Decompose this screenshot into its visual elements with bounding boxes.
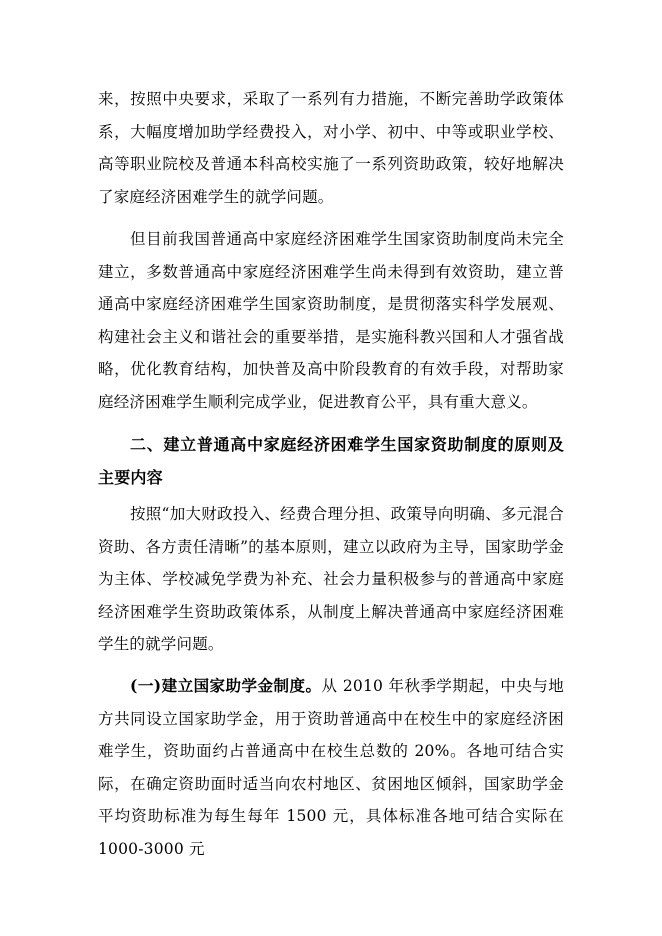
paragraph-principles: 按照“加大财政投入、经费合理分担、政策导向明确、多元混合资助、各方责任清晰”的基本原则，建立以政府为主导，国家助学金为主体、学校减免学费为补充、社会力量积极参与的普通高中家庭经济困难学生资助政策体系，从制度上解决普通高中家庭经济困难学生的就学问题。 xyxy=(98,505,564,654)
paragraph-national-grant xyxy=(98,670,564,866)
paragraph-national-grant-body: 从 2010 年秋季学期起，中央与地方共同设立国家助学金，用于资助普通高中在校生中的家庭经济困难学生，资助面约占普通高中在校生总数的 20%。各地可结合实际，在确定资助面时适当向农村地区、贫困地区倾斜，国家助学金平均资助标准为每生每年 1500 元，具体标准各地可结合实际在 1000-3000 元 xyxy=(98,677,564,858)
paragraph-intro-continued: 来，按照中央要求，采取了一系列有力措施，不断完善助学政策体系，大幅度增加助学经费投入，对小学、初中、中等或职业学校、高等职业院校及普通本科高校实施了一系列资助政策，较好地解决了家庭经济困难学生的就学问题。 xyxy=(98,90,564,206)
paragraph-current-status: 但目前我国普通高中家庭经济困难学生国家资助制度尚未完全建立，多数普通高中家庭经济困难学生尚未得到有效资助，建立普通高中家庭经济困难学生国家资助制度，是贯彻落实科学发展观、构建社会主义和谐社会的重要举措，是实施科教兴国和人才强省战略，优化教育结构，加快普及高中阶段教育的有效手段，对帮助家庭经济困难学生顺利完成学业，促进教育公平，具有重大意义。 xyxy=(98,230,564,411)
section-heading-principles: 二、建立普通高中家庭经济困难学生国家资助制度的原则及主要内容 xyxy=(98,435,564,487)
paragraph-lead-bold: (一)建立国家助学金制度。 xyxy=(130,676,322,695)
